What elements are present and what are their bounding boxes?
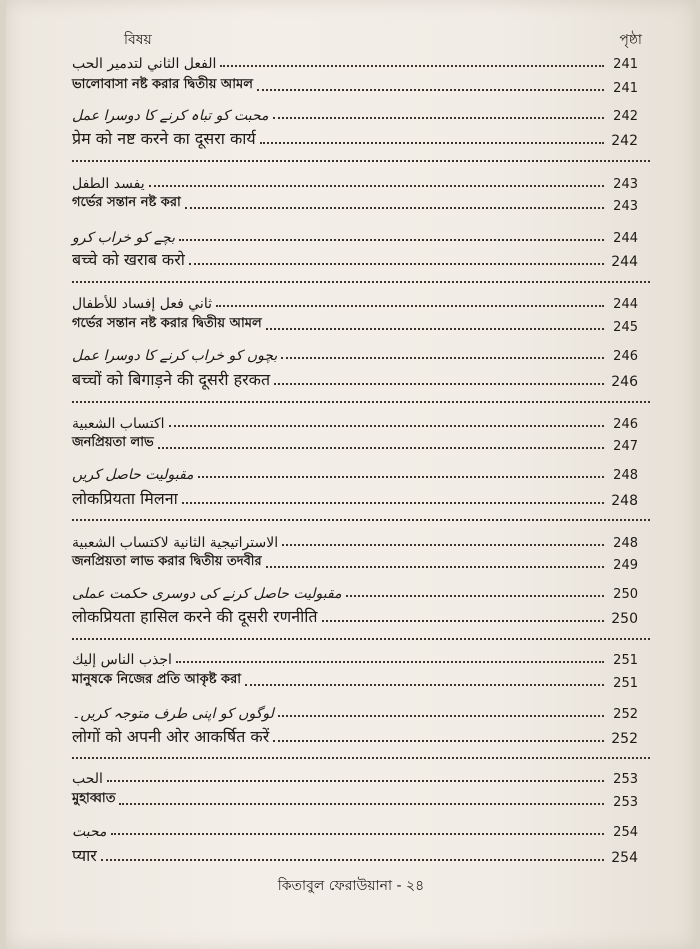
toc-entry-page: 250	[611, 611, 638, 627]
toc-entry-page: 252	[611, 731, 638, 747]
section-divider	[72, 638, 650, 640]
toc-entry-page: 248	[613, 536, 638, 551]
toc-entry-page: 251	[613, 653, 638, 668]
toc-entry	[72, 344, 638, 364]
toc-entry-title: लोगों को अपनी ओर आकर्षित करें	[72, 727, 270, 746]
toc-entry-page: 243	[613, 199, 638, 214]
toc-entry-title: ভালোবাসা নষ্ট করার দ্বিতীয় আমল	[72, 77, 253, 92]
toc-entry-title: लोकप्रियता हासिल करने की दूसरी रणनीति	[72, 607, 318, 626]
toc-entry	[72, 315, 638, 335]
toc-entry	[72, 820, 638, 840]
toc-entry-title: গর্ভের সন্তান নষ্ট করার দ্বিতীয় আমল	[72, 316, 262, 331]
dot-leader	[266, 565, 604, 568]
section-divider	[72, 757, 650, 759]
toc-entry-title: مقبولیت حاصل کریں	[72, 467, 194, 483]
dot-leader	[107, 779, 604, 782]
toc-entry-title: بچے کو خراب کرو	[72, 230, 175, 246]
toc-entry-title: মানুষকে নিজের প্রতি আকৃষ্ট করা	[72, 672, 242, 687]
column-header	[6, 22, 696, 54]
toc-entry-page: 241	[613, 57, 638, 72]
toc-entry-title: لوگوں کو اپنی طرف متوجہ کریں۔	[72, 706, 274, 722]
dot-leader	[149, 184, 604, 187]
toc-entry	[72, 250, 638, 270]
toc-entry-title: مقبولیت حاصل کرنے کی دوسری حکمت عملی	[72, 586, 342, 602]
toc-entry-page: 244	[613, 231, 638, 246]
toc-entry-title: الاستراتيجية الثانية لاكتساب الشعبية	[72, 535, 279, 551]
topic-column-label: বিষয়	[124, 32, 152, 48]
dot-leader	[198, 475, 604, 478]
dot-leader	[101, 858, 604, 861]
toc-entry	[72, 607, 638, 627]
toc-entry-title: बच्चों को बिगाड़ने की दूसरी हरकत	[72, 370, 271, 389]
toc-entry	[72, 790, 638, 810]
dot-leader	[158, 446, 604, 449]
toc-entry-title: জনপ্রিয়তা লাভ করার দ্বিতীয় তদবীর	[72, 554, 262, 569]
dot-leader	[322, 619, 605, 622]
toc-entry	[72, 172, 638, 192]
toc-entry-title: बच्चे को खराब करो	[72, 250, 185, 269]
toc-entry	[72, 76, 638, 96]
dot-leader	[182, 501, 604, 504]
toc-entry	[72, 582, 638, 602]
toc-entry	[72, 226, 638, 246]
toc-entry	[72, 370, 638, 390]
dot-leader	[274, 382, 604, 385]
toc-entry	[72, 434, 638, 454]
toc-entry	[72, 129, 638, 149]
toc-entry-page: 242	[613, 109, 638, 124]
toc-entry-title: اجذب الناس إليك	[72, 652, 172, 668]
toc-entry-page: 252	[613, 707, 638, 722]
toc-entry	[72, 412, 638, 432]
dot-leader	[245, 683, 604, 686]
toc-entry	[72, 767, 638, 787]
toc-entry	[72, 104, 638, 124]
dot-leader	[216, 304, 604, 307]
toc-entry-page: 254	[613, 825, 638, 840]
toc-entry-page: 254	[611, 850, 638, 866]
toc-entry-page: 241	[613, 81, 638, 96]
dot-leader	[119, 802, 604, 805]
page-footer: কিতাবুল ফেরাউয়ানা - ২৪	[277, 878, 425, 894]
toc-entry-title: लोकप्रियता मिलना	[72, 489, 178, 508]
page-column-label: পৃষ্ঠা	[619, 32, 642, 48]
dot-leader	[278, 714, 604, 717]
toc-entry-page: 246	[613, 417, 638, 432]
dot-leader	[346, 594, 604, 597]
toc-entry-page: 244	[611, 254, 638, 270]
dot-leader	[266, 327, 604, 330]
toc-entry	[72, 553, 638, 573]
toc-entry-title: محبت	[72, 824, 107, 840]
dot-leader	[273, 116, 604, 119]
toc-entry-title: بچوں کو خراب کرنے کا دوسرا عمل	[72, 348, 278, 364]
toc-entry-title: يفسد الطفل	[72, 176, 145, 192]
toc-entry-page: 251	[613, 676, 638, 691]
toc-entry-page: 244	[613, 297, 638, 312]
toc-entry	[72, 727, 638, 747]
toc-entry-title: प्यार	[72, 846, 97, 865]
toc-entry-title: प्रेम को नष्ट करने का दूसरा कार्य	[72, 129, 256, 148]
toc-entry-page: 248	[611, 493, 638, 509]
dot-leader	[176, 660, 604, 663]
toc-entry	[72, 489, 638, 509]
toc-entry-page: 242	[611, 133, 638, 149]
toc-entry-title: محبت کو تباہ کرنے کا دوسرا عمل	[72, 108, 269, 124]
dot-leader	[273, 739, 604, 742]
toc-entry-page: 249	[613, 558, 638, 573]
toc-entry-title: الفعل الثاني لتدمير الحب	[72, 56, 217, 72]
dot-leader	[185, 206, 604, 209]
toc-entry-title: গর্ভের সন্তান নষ্ট করা	[72, 195, 181, 210]
dot-leader	[179, 238, 604, 241]
toc-entry	[72, 531, 638, 551]
toc-entry	[72, 846, 638, 866]
toc-entry-page: 253	[613, 772, 638, 787]
toc-entry	[72, 702, 638, 722]
toc-entry-page: 253	[613, 795, 638, 810]
dot-leader	[189, 262, 604, 265]
dot-leader	[257, 88, 604, 91]
dot-leader	[220, 64, 604, 67]
toc-entry-title: জনপ্রিয়তা লাভ	[72, 435, 154, 450]
toc-entry-page: 245	[613, 320, 638, 335]
toc-entry-title: اكتساب الشعبية	[72, 416, 165, 432]
dot-leader	[260, 141, 604, 144]
section-divider	[72, 160, 650, 162]
toc-entry	[72, 671, 638, 691]
toc-entry-title: الحب	[72, 771, 103, 787]
toc-entry-page: 250	[613, 587, 638, 602]
dot-leader	[169, 424, 604, 427]
dot-leader	[281, 356, 604, 359]
section-divider	[72, 401, 650, 403]
toc-entry-title: ثاني فعل إفساد للأطفال	[72, 296, 212, 312]
book-page	[6, 0, 696, 949]
toc-entry	[72, 52, 638, 72]
toc-entry-page: 243	[613, 177, 638, 192]
toc-entry-page: 246	[613, 349, 638, 364]
dot-leader	[282, 543, 604, 546]
section-divider	[72, 519, 650, 521]
toc-entry	[72, 463, 638, 483]
toc-entry	[72, 292, 638, 312]
toc-entry	[72, 194, 638, 214]
toc-entry	[72, 648, 638, 668]
section-divider	[72, 281, 650, 283]
toc-entry-title: মুহাব্বাত	[72, 791, 116, 806]
toc-entry-page: 248	[613, 468, 638, 483]
dot-leader	[111, 832, 604, 835]
toc-entry-page: 246	[611, 374, 638, 390]
toc-entry-page: 247	[613, 439, 638, 454]
